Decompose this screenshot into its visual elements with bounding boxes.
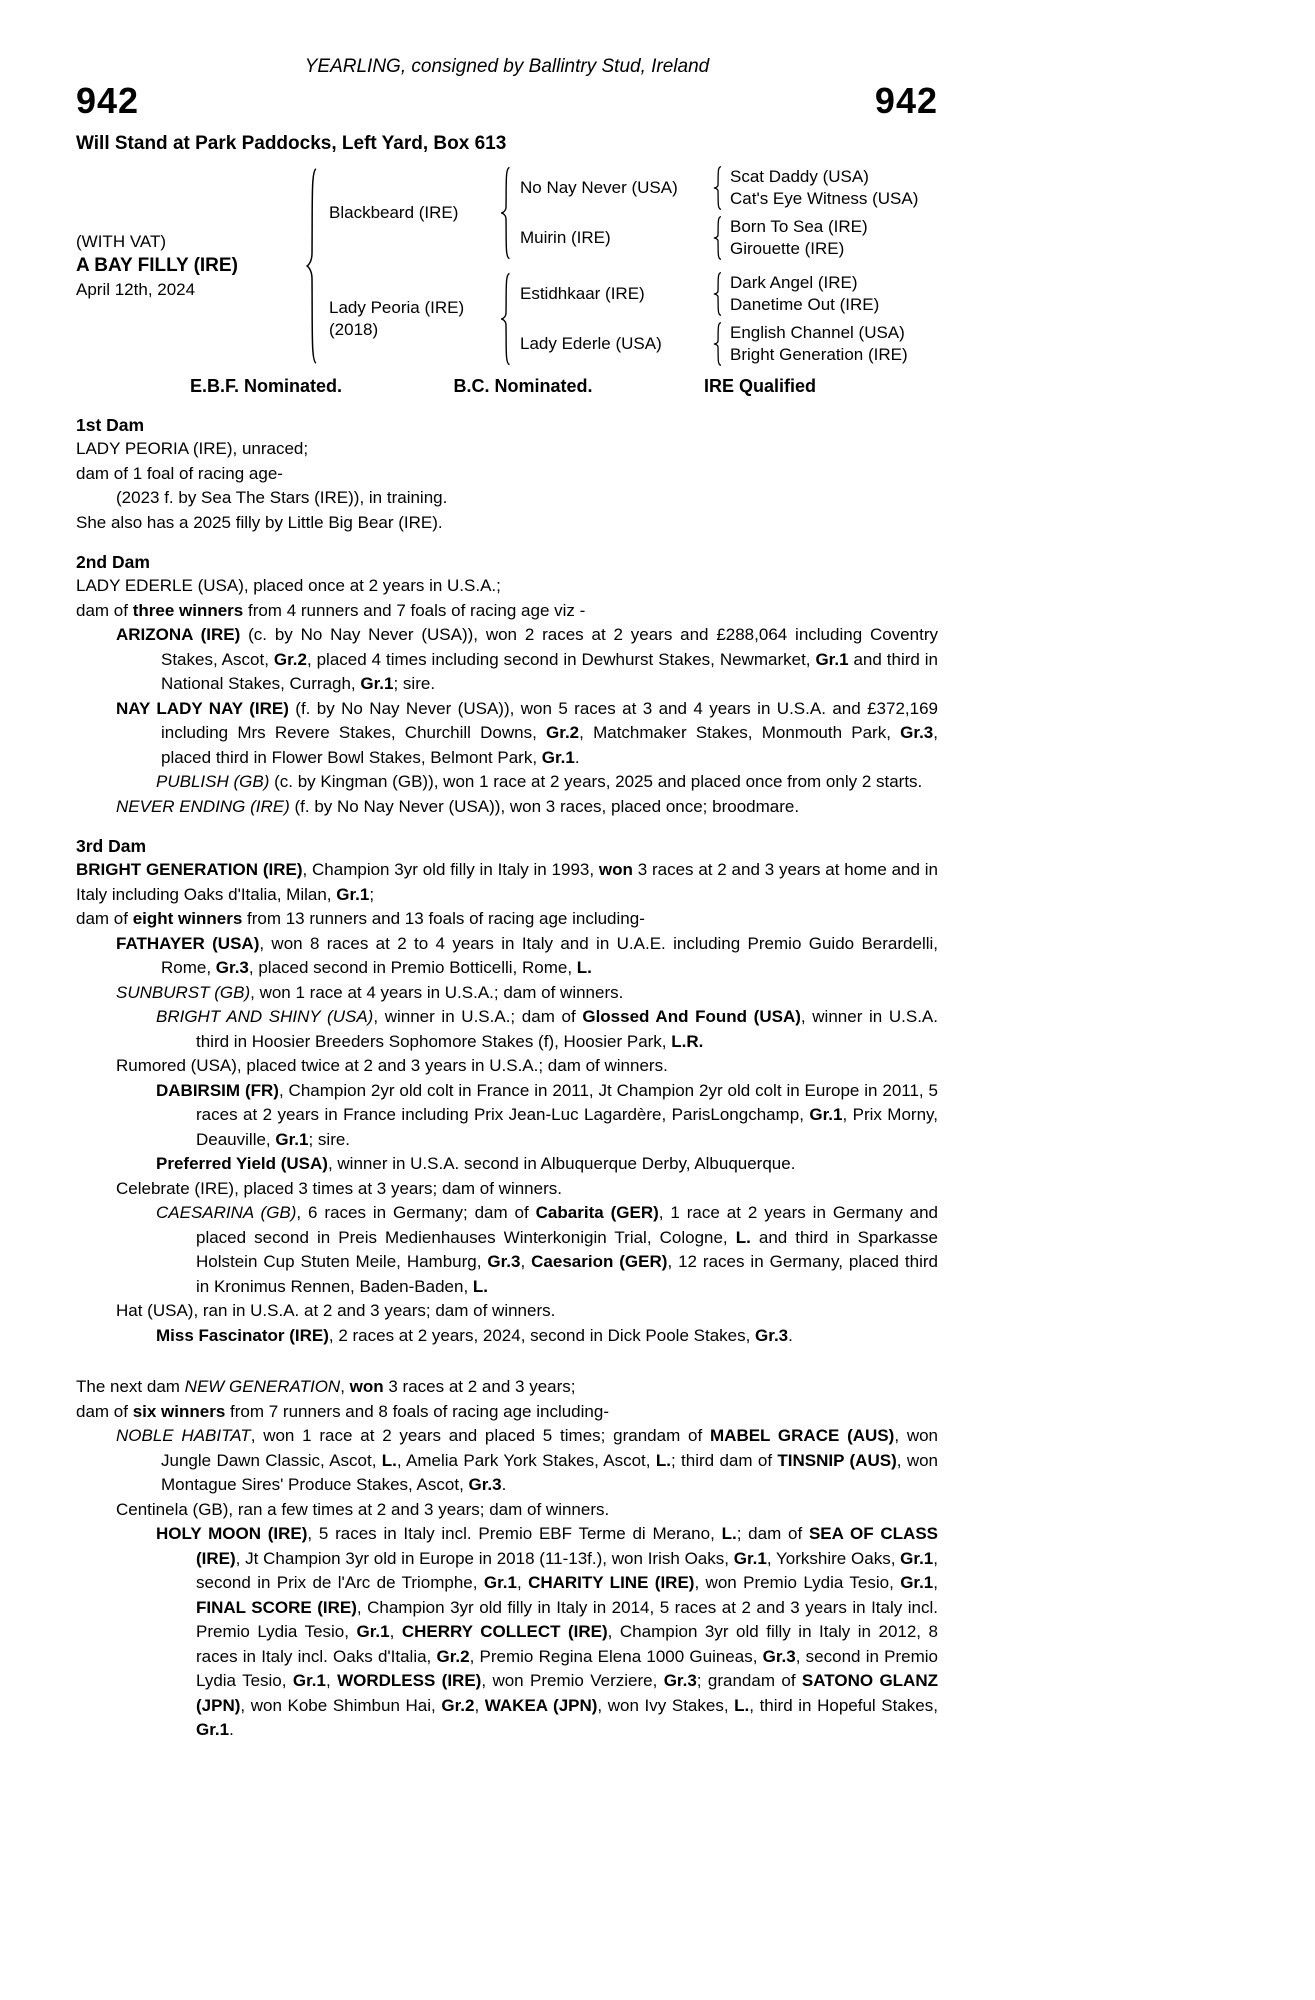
text-segment: Gr.1 [541, 747, 575, 767]
pedigree-paragraph [76, 1375, 938, 1400]
great-grandparent-name: Danetime Out (IRE) [730, 295, 880, 314]
great-grandparents [724, 322, 908, 366]
sire-grandparents [513, 166, 918, 260]
text-segment: Rumored (USA), placed twice at 2 and 3 years in U.S.A.; dam of winners. [116, 1056, 668, 1075]
consignor-line: YEARLING, consigned by Ballintry Stud, Ireland [304, 56, 710, 77]
text-segment: NEW GENERATION [184, 1377, 341, 1396]
text-segment: and third in Sparkasse Holstein Cup Stuten Meile, Hamburg, [196, 1227, 938, 1271]
text-segment: , [325, 1671, 338, 1690]
text-segment: dam of [76, 1401, 133, 1421]
text-segment: , Champion 2yr old colt in France in 2011, Jt Champion 2yr old colt in Europe in 2011, 5 races at 2 years in France including Prix Jean-Luc Lagardère, ParisLongchamp, [196, 1080, 939, 1124]
text-segment: She also has a 2025 filly by Little Big Bear (IRE). [76, 512, 443, 532]
pedigree-paragraph [76, 932, 938, 981]
text-segment: Gr.3 [900, 723, 934, 742]
text-segment: ; sire. [393, 674, 436, 693]
great-grandparent-name: Born To Sea (IRE) [730, 217, 868, 236]
text-segment: SUNBURST (GB) [116, 982, 251, 1002]
sire-sire-name: No Nay Never (USA) [520, 178, 678, 197]
pedigree-paragraph [76, 907, 938, 932]
sire-dam-branch [513, 216, 918, 260]
text-segment: SEA OF CLASS (IRE) [196, 1524, 938, 1568]
great-grandparents [724, 272, 879, 316]
text-segment: , winner in U.S.A. third in Hoosier Breeders Sophomore Stakes (f), Hoosier Park, [196, 1007, 938, 1051]
lot-number-left: 942 [76, 80, 140, 121]
sire-name: Blackbeard (IRE) [329, 203, 459, 222]
text-segment: Gr.1 [900, 1548, 934, 1568]
text-segment: , placed third in Flower Bowl Stakes, Belmont Park, [161, 723, 938, 767]
text-segment: FINAL SCORE (IRE) [196, 1597, 357, 1617]
text-segment: , Jt Champion 3yr old in Europe in 2018 (11-13f.), won Irish Oaks, [235, 1548, 734, 1568]
text-segment: eight winners [132, 909, 243, 928]
text-segment: from 13 runners and 13 foals of racing age including- [242, 909, 645, 928]
text-segment: Gr.2 [546, 723, 580, 742]
text-segment: three winners [132, 600, 244, 620]
text-segment: , won 8 races at 2 to 4 years in Italy and in U.A.E. including Premio Guido Berardelli, Rome, [161, 933, 938, 977]
great-grandparent-name: Bright Generation (IRE) [730, 345, 908, 364]
text-segment: (c. by No Nay Never (USA)), won 2 races at 2 years and £288,064 including Coventry Stakes, Ascot, [161, 625, 938, 669]
text-segment: , Champion 3yr old filly in Italy in 1993, [302, 860, 599, 879]
pedigree-paragraph [76, 697, 938, 771]
great-grandparents [724, 216, 868, 260]
lot-info [76, 230, 304, 302]
text-segment: Gr.1 [196, 1720, 230, 1739]
text-segment: , Amelia Park York Stakes, Ascot, [396, 1450, 656, 1470]
text-segment: , Champion 3yr old filly in Italy in 2012, 8 races in Italy incl. Oaks d'Italia, [196, 1622, 938, 1666]
text-segment: . [229, 1720, 234, 1739]
stand-location: Will Stand at Park Paddocks, Left Yard, Box 613 [76, 133, 507, 154]
text-segment: 3 races at 2 and 3 years; [383, 1377, 576, 1396]
text-segment: Gr.3 [762, 1646, 796, 1666]
text-segment: . [788, 1325, 793, 1345]
text-segment: The next dam [76, 1377, 185, 1396]
pedigree-paragraph [76, 1152, 938, 1177]
text-segment: Gr.3 [663, 1671, 697, 1690]
text-segment: ; sire. [308, 1129, 351, 1149]
text-segment: , Matchmaker Stakes, Monmouth Park, [579, 723, 901, 742]
pedigree-text [76, 413, 938, 1743]
pedigree-brace-icon [712, 166, 724, 210]
great-grandparent-name: Girouette (IRE) [730, 239, 845, 258]
text-segment: from 4 runners and 7 foals of racing age viz - [243, 600, 586, 620]
text-segment: , second in Prix de l'Arc de Triomphe, [196, 1548, 938, 1592]
text-segment: won [598, 860, 633, 879]
text-segment: HOLY MOON (IRE) [156, 1524, 308, 1543]
text-segment: and third in National Stakes, Curragh, [161, 649, 938, 693]
pedigree-brace-icon [712, 272, 724, 316]
text-segment: PUBLISH (GB) [156, 772, 270, 791]
pedigree-paragraph [76, 623, 938, 697]
text-segment: won [349, 1377, 384, 1396]
pedigree-brace-icon [499, 272, 513, 366]
text-segment: , placed 4 times including second in Dewhurst Stakes, Newmarket, [306, 649, 816, 669]
text-segment: , winner in U.S.A.; dam of [373, 1007, 583, 1026]
text-segment: ; grandam of [696, 1671, 802, 1690]
pedigree-paragraph [76, 1424, 938, 1498]
text-segment: ; third dam of [670, 1450, 778, 1470]
text-segment: , Premio Regina Elena 1000 Guineas, [469, 1646, 763, 1666]
text-segment: L. [721, 1524, 737, 1543]
text-segment: , 1 race at 2 years in Germany and placed second in Preis Medienhauses Winterkonigin Trial, Cologne, [196, 1203, 938, 1247]
text-segment: Gr.1 [336, 884, 370, 904]
text-segment: , Prix Morny, Deauville, [196, 1105, 938, 1149]
text-segment: dam of [76, 909, 133, 928]
text-segment: ; [369, 884, 375, 904]
section-heading: 1st Dam [76, 415, 145, 435]
pedigree-paragraph [76, 770, 938, 795]
pedigree-paragraph [76, 1201, 938, 1299]
text-segment: WAKEA (JPN) [484, 1695, 598, 1715]
text-segment: Celebrate (IRE), placed 3 times at 3 years; dam of winners. [116, 1178, 562, 1198]
text-segment: CHERRY COLLECT (IRE) [401, 1622, 608, 1641]
text-segment: , [933, 1573, 939, 1592]
text-segment: Gr.2 [273, 649, 307, 669]
text-segment: TINSNIP (AUS) [777, 1450, 897, 1470]
text-segment: Gr.3 [755, 1325, 789, 1345]
pedigree-tree [76, 166, 938, 366]
text-segment: LADY EDERLE (USA), placed once at 2 years in U.S.A.; [76, 576, 501, 595]
pedigree-paragraph [76, 599, 938, 624]
pedigree-paragraph [76, 462, 938, 487]
text-segment: , second in Premio Lydia Tesio, [196, 1646, 939, 1690]
lot-number-row [76, 82, 938, 120]
text-segment: NOBLE HABITAT [116, 1426, 251, 1445]
text-segment: L. [655, 1450, 671, 1470]
text-segment: FATHAYER (USA) [116, 933, 260, 953]
text-segment: 3 races at 2 and 3 years at home and in Italy including Oaks d'Italia, Milan, [76, 860, 938, 904]
pedigree-paragraph [76, 511, 938, 536]
text-segment: ARIZONA (IRE) [116, 625, 241, 644]
text-segment: Cabarita (GER) [535, 1203, 659, 1222]
text-segment: Preferred Yield (USA) [156, 1154, 328, 1173]
pedigree-paragraph [76, 437, 938, 462]
text-segment: Miss Fascinator (IRE) [156, 1325, 329, 1345]
vat-note: (WITH VAT) [76, 232, 167, 251]
text-segment: , Champion 3yr old filly in Italy in 2014, 5 races at 2 and 3 years in Italy incl. Premio Lydia Tesio, [196, 1597, 938, 1641]
text-segment: Gr.1 [900, 1573, 934, 1592]
text-segment: , won 1 race at 4 years in U.S.A.; dam of winners. [250, 982, 624, 1002]
section-heading: 2nd Dam [76, 552, 150, 572]
sire-sire-branch [513, 166, 918, 210]
text-segment: WORDLESS (IRE) [337, 1671, 482, 1690]
text-segment: NAY LADY NAY (IRE) [116, 698, 289, 718]
text-segment: L. [576, 958, 592, 977]
text-segment: Gr.2 [441, 1695, 475, 1715]
pedigree-paragraph [76, 1079, 938, 1153]
text-segment: BRIGHT GENERATION (IRE) [76, 860, 303, 879]
text-segment: , 12 races in Germany, placed third in Kronimus Rennen, Baden-Baden, [196, 1252, 938, 1296]
sire-branch [320, 166, 918, 260]
text-segment: Gr.3 [468, 1475, 502, 1494]
text-segment: L. [381, 1450, 397, 1470]
text-segment: (2023 f. by Sea The Stars (IRE)), in training. [116, 488, 448, 507]
text-segment: (f. by No Nay Never (USA)), won 3 races, placed once; broodmare. [289, 796, 800, 816]
text-segment: , won 1 race at 2 years and placed 5 times; grandam of [250, 1426, 710, 1445]
text-segment: DABIRSIM (FR) [156, 1080, 279, 1100]
text-segment: , [340, 1377, 350, 1396]
pedigree-paragraph [76, 1400, 938, 1425]
dam-year: (2018) [329, 320, 379, 339]
text-segment: (f. by No Nay Never (USA)), won 5 races at 3 and 4 years in U.S.A. and £372,169 including Mrs Revere Stakes, Churchill Downs, [161, 698, 938, 742]
text-segment: from 7 runners and 8 foals of racing age including- [225, 1401, 609, 1421]
ire-qualified-label: IRE Qualified [703, 376, 816, 396]
text-segment: CHARITY LINE (IRE) [528, 1573, 695, 1592]
text-segment: six winners [132, 1401, 226, 1421]
text-segment: Gr.1 [809, 1105, 843, 1124]
text-segment: , won Premio Lydia Tesio, [694, 1573, 901, 1592]
ebf-nominated-label: E.B.F. Nominated. [190, 376, 343, 396]
pedigree-brace-icon [499, 166, 513, 260]
text-segment: , won Montague Sires' Produce Stakes, Ascot, [161, 1450, 938, 1494]
text-segment: L. [472, 1276, 489, 1296]
text-segment: , [520, 1252, 532, 1271]
text-segment: NEVER ENDING (IRE) [116, 796, 290, 816]
text-segment: CAESARINA (GB) [156, 1203, 297, 1222]
text-segment: (c. by Kingman (GB)), won 1 race at 2 years, 2025 and placed once from only 2 starts. [269, 772, 923, 791]
text-segment: Glossed And Found (USA) [582, 1007, 801, 1026]
pedigree-paragraph [76, 1005, 938, 1054]
text-segment: . [574, 747, 580, 767]
text-segment: , won Jungle Dawn Classic, Ascot, [161, 1426, 939, 1470]
text-segment: , won Premio Verziere, [481, 1671, 664, 1690]
dam-dam-branch [513, 322, 908, 366]
text-segment: , 5 races in Italy incl. Premio EBF Terme di Merano, [307, 1524, 722, 1543]
text-segment: Gr.1 [733, 1548, 767, 1568]
great-grandparent-name: Dark Angel (IRE) [730, 273, 858, 292]
dam-sire-branch [513, 272, 908, 316]
dam-grandparents [513, 272, 908, 366]
pedigree-paragraph [76, 795, 938, 820]
nominations-row [190, 374, 816, 398]
bc-nominated-label: B.C. Nominated. [453, 376, 593, 396]
dam-dam-name: Lady Ederle (USA) [520, 334, 662, 353]
great-grandparent-name: Cat's Eye Witness (USA) [730, 189, 919, 208]
text-segment: MABEL GRACE (AUS) [710, 1426, 895, 1445]
pedigree-brace-icon [712, 322, 724, 366]
text-segment: L. [735, 1227, 751, 1247]
text-segment: ; dam of [736, 1524, 809, 1543]
text-segment: , placed second in Premio Botticelli, Rome, [248, 958, 577, 977]
dam-sire-name: Estidhkaar (IRE) [520, 284, 645, 303]
text-segment: , third in Hopeful Stakes, [749, 1695, 938, 1715]
pedigree-paragraph [76, 1498, 938, 1523]
text-segment: Hat (USA), ran in U.S.A. at 2 and 3 years; dam of winners. [116, 1301, 556, 1320]
text-segment: dam of 1 foal of racing age- [76, 463, 283, 483]
text-segment: Gr.1 [275, 1129, 309, 1149]
pedigree-paragraph [76, 858, 938, 907]
text-segment: L.R. [671, 1031, 704, 1051]
text-segment: Centinela (GB), ran a few times at 2 and 3 years; dam of winners. [116, 1499, 610, 1519]
text-segment: SATONO GLANZ (JPN) [196, 1671, 938, 1715]
text-segment: Gr.2 [436, 1646, 470, 1666]
sire-dam-name: Muirin (IRE) [520, 228, 611, 247]
lot-number-right: 942 [874, 80, 938, 121]
dam-branch [320, 272, 918, 366]
pedigree-brace-icon [304, 166, 320, 366]
pedigree-paragraph [76, 981, 938, 1006]
pedigree-paragraph [76, 1054, 938, 1079]
text-segment: Gr.1 [356, 1622, 390, 1641]
great-grandparent-name: English Channel (USA) [730, 323, 905, 342]
parents-column [320, 166, 918, 366]
dam-name [320, 297, 499, 341]
text-segment: BRIGHT AND SHINY (USA) [156, 1007, 374, 1026]
great-grandparent-name: Scat Daddy (USA) [730, 167, 869, 186]
pedigree-paragraph [76, 1299, 938, 1324]
pedigree-brace-icon [712, 216, 724, 260]
pedigree-paragraph [76, 574, 938, 599]
text-segment: L. [734, 1695, 750, 1715]
text-segment: , [474, 1695, 485, 1715]
text-segment: Gr.3 [215, 958, 249, 977]
section-heading: 3rd Dam [76, 836, 147, 856]
text-segment: dam of [76, 600, 133, 620]
text-segment: , 6 races in Germany; dam of [296, 1203, 536, 1222]
foal-date: April 12th, 2024 [76, 280, 196, 299]
text-segment: , winner in U.S.A. second in Albuquerque Derby, Albuquerque. [327, 1154, 796, 1173]
text-segment: . [501, 1475, 507, 1494]
text-segment: Gr.1 [815, 649, 849, 669]
great-grandparents [724, 166, 918, 210]
text-segment: Gr.1 [292, 1671, 326, 1690]
text-segment: Gr.1 [360, 674, 394, 693]
pedigree-paragraph [76, 1522, 938, 1743]
text-segment: , Yorkshire Oaks, [766, 1548, 901, 1568]
dam-name-text: Lady Peoria (IRE) [329, 298, 465, 317]
text-segment: , won Kobe Shimbun Hai, [240, 1695, 442, 1715]
text-segment: LADY PEORIA (IRE), unraced; [76, 439, 309, 458]
pedigree-paragraph [76, 486, 938, 511]
pedigree-paragraph [76, 1324, 938, 1349]
text-segment: , 2 races at 2 years, 2024, second in Dick Poole Stakes, [328, 1325, 756, 1345]
text-segment: Caesarion (GER) [531, 1252, 668, 1271]
text-segment: , [389, 1622, 402, 1641]
text-segment: Gr.1 [483, 1573, 517, 1592]
text-segment: Gr.3 [487, 1252, 521, 1271]
text-segment: , won Ivy Stakes, [597, 1695, 735, 1715]
horse-title: A BAY FILLY (IRE) [76, 255, 238, 276]
pedigree-paragraph [76, 1177, 938, 1202]
text-segment: , [516, 1573, 529, 1592]
